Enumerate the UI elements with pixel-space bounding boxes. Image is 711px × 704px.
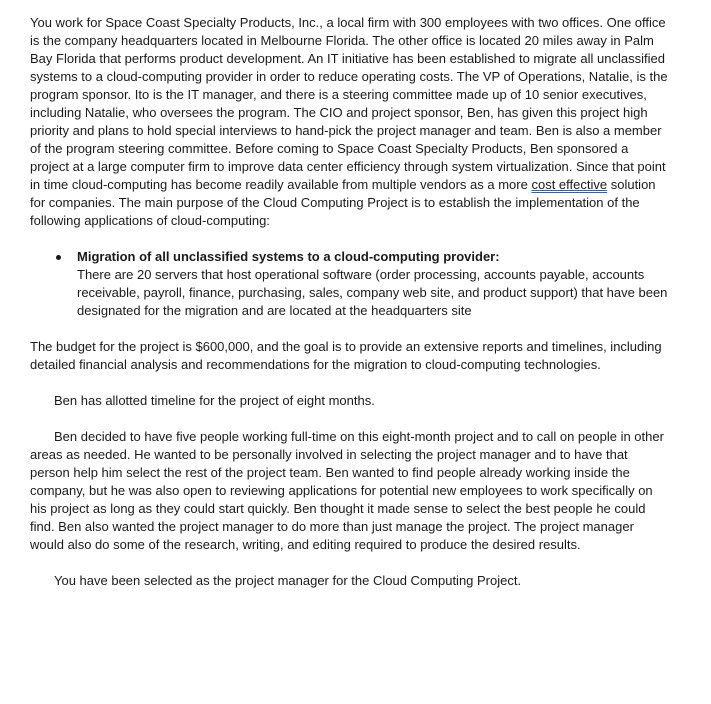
list-item [77,248,670,320]
closing-paragraph: You have been selected as the project manager for the Cloud Computing Project. [54,573,522,588]
bullet-body: There are 20 servers that host operational software (order processing, accounts payable, accounts receivable, payroll, finance, purchasing, sales, company web site, and product support) that have been designated for the migration and are located at the headquarters site [77,267,668,318]
intro-paragraph [30,14,670,230]
bullet-list [30,248,670,320]
bullet-heading: Migration of all unclassified systems to a cloud-computing provider: [77,249,500,264]
team-paragraph: Ben decided to have five people working full-time on this eight-month project and to call on people in other areas as needed. He wanted to be personally involved in selecting the project manager and to have that person help him select the rest of the project team. Ben wanted to find people already working inside the company, but he was also open to reviewing applications for potential new employees to work specifically on his project as long as they could start quickly. Ben thought it made sense to select the best people he could find. Ben also wanted the project manager to do more than just manage the project. The project manager would also do some of the research, writing, and editing required to produce the desired results. [30,429,664,552]
intro-text-before: You work for Space Coast Specialty Products, Inc., a local firm with 300 employees with two offices. One office is the company headquarters located in Melbourne Florida. The other office is located 20 miles away in Palm Bay Florida that performs product development. An IT initiative has been established to migrate all unclassified systems to a cloud-computing provider in order to reduce operating costs. The VP of Operations, Natalie, is the program sponsor. Ito is the IT manager, and there is a steering committee made up of 10 senior executives, including Natalie, who oversees the program. The CIO and project sponsor, Ben, has given this project high priority and plans to hold special interviews to hand-pick the project manager and team. Ben is also a member of the program steering committee. Before coming to Space Coast Specialty Products, Ben sponsored a project at a large computer firm to improve data center efficiency through system virtualization. Since that point in time cloud-computing has become readily available from multiple vendors as a more [30,15,668,192]
budget-paragraph: The budget for the project is $600,000, and the goal is to provide an extensive reports and timelines, including detailed financial analysis and recommendations for the migration to cloud-computing technologies. [30,339,662,372]
timeline-paragraph: Ben has allotted timeline for the project of eight months. [54,393,375,408]
intro-text-after: solution for companies. The main purpose of the Cloud Computing Project is to establish the implementation of the following applications of cloud-computing: [30,177,656,228]
spellcheck-underlined-phrase[interactable]: cost effective [531,177,608,192]
bullet-icon [56,255,61,260]
document-page [30,14,670,590]
